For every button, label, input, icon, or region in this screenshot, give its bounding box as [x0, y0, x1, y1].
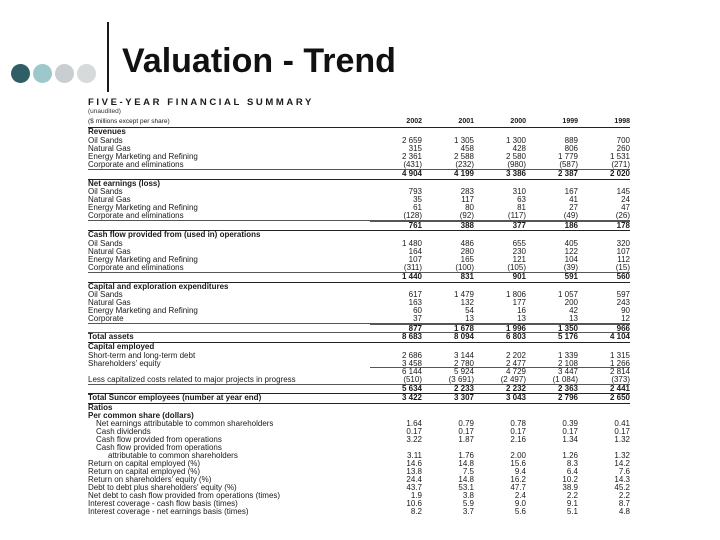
- row-label: Corporate and eliminations: [88, 212, 184, 220]
- row-value: 1 480: [401, 238, 422, 248]
- row-value: 63: [517, 195, 526, 204]
- row-label: Interest coverage - cash flow basis (times): [88, 500, 238, 508]
- row-value: 117: [461, 195, 474, 204]
- row-value: 177: [512, 298, 526, 307]
- row-value: 2 686: [401, 350, 422, 360]
- row-value: 6.4: [566, 467, 578, 476]
- row-value: 243: [616, 298, 630, 307]
- row-value: 4 104: [609, 332, 630, 341]
- row-label: Oil Sands: [88, 136, 123, 145]
- row-value: 178: [578, 221, 630, 230]
- row-value: (100): [455, 262, 474, 272]
- row-value: 2.2: [566, 491, 578, 500]
- row-value: 1.32: [614, 451, 630, 460]
- row-value: 13.8: [406, 467, 422, 476]
- row-value: (15): [615, 262, 630, 272]
- row-value: 3 307: [453, 392, 474, 402]
- row-value: 132: [460, 298, 474, 307]
- row-value: 2 441: [578, 384, 630, 393]
- row-value: 10.6: [406, 499, 422, 508]
- row-value: 3 422: [401, 392, 422, 402]
- row-value: 1 678: [422, 324, 474, 333]
- row-value: 122: [564, 246, 578, 256]
- table-row: [88, 264, 630, 272]
- row-value: 1 339: [557, 350, 578, 360]
- row-value: 486: [460, 238, 474, 248]
- row-value: 107: [616, 246, 630, 256]
- row-label: Oil Sands: [88, 291, 123, 299]
- financial-summary-document: [88, 97, 630, 537]
- row-value: 2.00: [510, 451, 526, 460]
- dot-teal: [33, 64, 52, 83]
- row-value: (128): [403, 211, 422, 220]
- row-value: 47: [621, 203, 630, 212]
- row-value: (431): [403, 159, 422, 169]
- row-label: Total assets: [88, 333, 134, 341]
- row-value: 3 458: [401, 358, 422, 368]
- row-value: 16: [517, 306, 526, 315]
- row-value: 6 144: [370, 367, 422, 376]
- row-value: 24.4: [406, 475, 422, 484]
- row-value: 41: [569, 195, 578, 204]
- row-label: attributable to common shareholders: [108, 452, 238, 460]
- row-value: 310: [512, 187, 526, 196]
- section-heading-cash-flow: Cash flow provided from (used in) operations: [88, 230, 630, 240]
- row-value: 13: [517, 314, 526, 323]
- per-share-rows: [88, 420, 630, 460]
- row-value: 42: [569, 306, 578, 315]
- row-value: 81: [517, 203, 526, 212]
- row-value: 315: [408, 143, 422, 153]
- row-value: 280: [460, 246, 474, 256]
- row-value: 53.1: [458, 483, 474, 492]
- year-header-row: [88, 115, 630, 126]
- row-value: (980): [507, 159, 526, 169]
- table-row: [88, 299, 630, 307]
- row-value: 458: [460, 143, 474, 153]
- row-value: 230: [512, 246, 526, 256]
- table-row: [88, 153, 630, 161]
- row-value: 2 232: [474, 384, 526, 393]
- row-value: 560: [578, 272, 630, 281]
- row-value: 806: [564, 143, 578, 153]
- table-row: [88, 307, 630, 315]
- table-row: [88, 484, 630, 492]
- row-value: 831: [422, 272, 474, 281]
- table-row: [88, 161, 630, 169]
- row-label: Corporate and eliminations: [88, 160, 184, 169]
- row-label: Return on capital employed (%): [88, 468, 201, 476]
- row-value: (373): [611, 374, 630, 384]
- row-value: 0.17: [510, 427, 526, 436]
- row-value: 2 580: [505, 151, 526, 161]
- row-value: 3 447: [526, 367, 578, 376]
- row-value: 0.79: [458, 419, 474, 428]
- row-value: 1 350: [526, 324, 578, 333]
- row-value: 2 361: [401, 151, 422, 161]
- row-value: 4 904: [370, 169, 422, 178]
- row-value: 13: [465, 314, 474, 323]
- row-value: 4 199: [422, 169, 474, 178]
- row-value: 1 440: [370, 272, 422, 281]
- row-value: 877: [370, 324, 422, 333]
- row-value: 1 315: [609, 350, 630, 360]
- row-value: 38.9: [562, 483, 578, 492]
- row-value: 10.2: [562, 475, 578, 484]
- row-value: 16.2: [510, 475, 526, 484]
- row-value: 27: [569, 203, 578, 212]
- row-value: 283: [460, 187, 474, 196]
- cash-flow-rows: [88, 240, 630, 281]
- row-value: 8.2: [410, 507, 422, 516]
- row-value: 761: [370, 221, 422, 230]
- row-label: Total Suncor employees (number at year end): [88, 393, 262, 402]
- row-value: 2 477: [505, 358, 526, 368]
- row-value: 0.39: [562, 419, 578, 428]
- row-value: 45.2: [614, 483, 630, 492]
- row-value: 2.2: [618, 491, 630, 500]
- table-row: [88, 291, 630, 299]
- row-value: 901: [474, 272, 526, 281]
- row-value: 2 202: [505, 350, 526, 360]
- row-value: 1 806: [505, 290, 526, 299]
- row-value: 14.6: [406, 459, 422, 468]
- row-value: 2.16: [510, 435, 526, 444]
- row-value: 2 780: [453, 358, 474, 368]
- row-label: Natural Gas: [88, 247, 131, 256]
- per-share-heading: Per common share (dollars): [88, 411, 194, 420]
- table-row: [88, 508, 630, 516]
- section-heading-ratios: Ratios: [88, 403, 630, 413]
- row-value: 7.6: [618, 467, 630, 476]
- row-value: 428: [512, 143, 526, 153]
- row-value: 1 057: [557, 290, 578, 299]
- row-value: 8 683: [401, 332, 422, 341]
- table-row: [88, 204, 630, 212]
- row-value: 1 305: [453, 135, 474, 145]
- table-row: [88, 384, 630, 393]
- row-value: (39): [563, 262, 578, 272]
- units-note: ($ millions except per share): [88, 118, 170, 125]
- row-label: Natural Gas: [88, 299, 131, 307]
- row-value: 3 043: [505, 392, 526, 402]
- table-row: [88, 188, 630, 196]
- row-value: 9.1: [566, 499, 578, 508]
- row-value: 1.64: [406, 419, 422, 428]
- row-value: 2 020: [578, 169, 630, 178]
- row-label: Less capitalized costs related to major projects in progress: [88, 375, 296, 384]
- row-value: 2 108: [557, 358, 578, 368]
- row-value: 2.4: [514, 491, 526, 500]
- row-value: (510): [403, 374, 422, 384]
- row-value: 37: [413, 314, 422, 323]
- table-row: [88, 323, 630, 332]
- row-label: Interest coverage - net earnings basis (times): [88, 508, 249, 516]
- slide-title: Valuation - Trend: [122, 42, 396, 80]
- row-value: 7.5: [462, 467, 474, 476]
- row-label: Return on capital employed (%): [88, 460, 201, 468]
- row-value: 60: [413, 306, 422, 315]
- table-row: [88, 393, 630, 402]
- section-heading-net-earnings: Net earnings (loss): [88, 179, 630, 189]
- section-heading-revenues: Revenues: [88, 127, 630, 137]
- year-header: 2001: [458, 118, 474, 125]
- row-label: Net debt to cash flow provided from operations (times): [88, 492, 281, 500]
- row-value: 112: [617, 254, 630, 264]
- row-value: 14.8: [458, 475, 474, 484]
- row-label: Cash flow provided from operations: [96, 444, 222, 452]
- row-value: 61: [413, 203, 422, 212]
- row-value: 4 729: [474, 367, 526, 376]
- capital-employed-rows: [88, 352, 630, 393]
- table-row: [88, 452, 630, 460]
- row-value: 8.3: [566, 459, 578, 468]
- net-earnings-rows: [88, 188, 630, 229]
- row-label: Debt to debt plus shareholders' equity (%): [88, 484, 237, 492]
- row-value: (271): [611, 159, 630, 169]
- row-label: Natural Gas: [88, 144, 131, 153]
- table-row: [88, 315, 630, 323]
- summary-subtitle: (unaudited): [88, 108, 121, 115]
- year-header: 1999: [562, 118, 578, 125]
- summary-title: FIVE-YEAR FINANCIAL SUMMARY: [88, 97, 314, 108]
- row-value: 1 300: [505, 135, 526, 145]
- table-row: [88, 500, 630, 508]
- row-value: 3.8: [462, 491, 474, 500]
- row-value: 15.6: [510, 459, 526, 468]
- row-value: 167: [564, 187, 578, 196]
- row-value: 186: [526, 221, 578, 230]
- row-value: 0.17: [614, 427, 630, 436]
- row-value: 8 094: [453, 332, 474, 341]
- table-row: [88, 248, 630, 256]
- row-value: 591: [526, 272, 578, 281]
- capex-rows: [88, 291, 630, 332]
- row-value: 388: [422, 221, 474, 230]
- row-value: 3.22: [406, 435, 422, 444]
- row-label: Corporate and eliminations: [88, 263, 184, 272]
- row-value: 14.2: [614, 459, 630, 468]
- table-row: [88, 256, 630, 264]
- row-value: 793: [408, 187, 422, 196]
- row-value: 1.26: [562, 451, 578, 460]
- row-value: (587): [559, 159, 578, 169]
- section-heading-capex: Capital and exploration expenditures: [88, 282, 630, 292]
- total-assets-container: [88, 332, 630, 341]
- row-value: (105): [507, 262, 526, 272]
- row-label: Short-term and long-term debt: [88, 351, 196, 360]
- row-value: 163: [408, 298, 422, 307]
- decorative-dots: [11, 64, 95, 84]
- year-header: 2000: [510, 118, 526, 125]
- row-value: 107: [408, 254, 422, 264]
- dot-light-1: [55, 64, 74, 83]
- row-value: 405: [564, 238, 578, 248]
- row-value: 3.7: [462, 507, 474, 516]
- row-label: Cash dividends: [96, 428, 151, 436]
- row-value: 24: [621, 195, 630, 204]
- row-label: Energy Marketing and Refining: [88, 255, 198, 264]
- table-row: [88, 460, 630, 468]
- table-row: [88, 352, 630, 360]
- row-value: (49): [563, 211, 578, 220]
- row-value: 2 659: [401, 135, 422, 145]
- row-value: 47.7: [510, 483, 526, 492]
- row-value: 9.0: [514, 499, 526, 508]
- dot-light-2: [77, 64, 96, 83]
- row-value: 12: [621, 314, 630, 323]
- row-value: 43.7: [406, 483, 422, 492]
- table-row: [88, 196, 630, 204]
- row-value: 3 144: [453, 350, 474, 360]
- row-value: 1 779: [557, 151, 578, 161]
- row-value: 165: [460, 254, 474, 264]
- row-value: (117): [507, 211, 526, 220]
- row-value: 0.78: [510, 419, 526, 428]
- row-label: Oil Sands: [88, 239, 123, 248]
- table-row: [88, 137, 630, 145]
- row-value: 1.76: [458, 451, 474, 460]
- table-row: [88, 492, 630, 500]
- row-value: 5.9: [462, 499, 474, 508]
- row-value: 2 233: [422, 384, 474, 393]
- row-value: 2 650: [609, 392, 630, 402]
- table-row: [88, 272, 630, 281]
- row-value: 260: [616, 143, 630, 153]
- row-value: 655: [512, 238, 526, 248]
- row-value: 54: [465, 306, 474, 315]
- row-value: 5.1: [566, 507, 578, 516]
- row-value: 2 796: [557, 392, 578, 402]
- row-value: 104: [564, 254, 578, 264]
- row-value: 5 924: [422, 367, 474, 376]
- table-row: [88, 212, 630, 220]
- table-row: [88, 240, 630, 248]
- dot-dark: [11, 64, 30, 83]
- row-value: 2 387: [526, 169, 578, 178]
- year-header: 2002: [406, 118, 422, 125]
- row-label: Energy Marketing and Refining: [88, 204, 198, 212]
- row-label: Natural Gas: [88, 196, 131, 204]
- row-value: 200: [564, 298, 578, 307]
- table-row: [88, 436, 630, 444]
- row-value: 1.34: [562, 435, 578, 444]
- row-value: 90: [621, 306, 630, 315]
- table-row: [88, 444, 630, 452]
- table-row: [88, 169, 630, 178]
- row-value: 320: [616, 238, 630, 248]
- revenues-rows: [88, 137, 630, 178]
- row-value: 1 996: [474, 324, 526, 333]
- row-value: (311): [403, 262, 422, 272]
- table-row: [88, 145, 630, 153]
- table-row: [88, 220, 630, 229]
- row-value: (92): [459, 211, 474, 220]
- row-label: Net earnings attributable to common shareholders: [96, 420, 274, 428]
- row-value: 121: [512, 254, 526, 264]
- row-value: 1.87: [458, 435, 474, 444]
- table-row: [88, 368, 630, 376]
- row-value: 14.3: [614, 475, 630, 484]
- row-value: (26): [615, 211, 630, 220]
- row-label: Corporate: [88, 315, 124, 323]
- section-heading-capital-employed: Capital employed: [88, 342, 630, 352]
- row-value: 0.17: [562, 427, 578, 436]
- row-value: 9.4: [514, 467, 526, 476]
- row-label: Oil Sands: [88, 188, 123, 196]
- row-value: 1 266: [609, 358, 630, 368]
- employees-container: [88, 393, 630, 402]
- row-value: 2 588: [453, 151, 474, 161]
- row-value: 0.41: [614, 419, 630, 428]
- other-ratio-rows: [88, 460, 630, 516]
- row-value: 2 363: [526, 384, 578, 393]
- row-value: 1 531: [609, 151, 630, 161]
- row-value: (2 497): [500, 374, 526, 384]
- row-value: 597: [616, 290, 630, 299]
- table-row: [88, 332, 630, 341]
- row-value: 0.17: [458, 427, 474, 436]
- row-value: (1 084): [552, 374, 578, 384]
- row-value: 377: [474, 221, 526, 230]
- row-value: 6 803: [505, 332, 526, 341]
- row-value: 80: [465, 203, 474, 212]
- row-value: (3 691): [448, 374, 474, 384]
- row-label: Energy Marketing and Refining: [88, 152, 198, 161]
- row-label: Return on shareholders' equity (%): [88, 476, 212, 484]
- row-value: 5 634: [370, 384, 422, 393]
- table-row: [88, 476, 630, 484]
- row-value: 4.8: [618, 507, 630, 516]
- row-value: 5.6: [514, 507, 526, 516]
- row-label: Cash flow provided from operations: [96, 436, 222, 444]
- row-value: 1 479: [453, 290, 474, 299]
- table-row: [88, 468, 630, 476]
- row-value: 8.7: [618, 499, 630, 508]
- row-value: 0.17: [406, 427, 422, 436]
- table-row: [88, 428, 630, 436]
- row-value: 889: [564, 135, 578, 145]
- row-value: 145: [616, 187, 630, 196]
- row-value: 617: [408, 290, 422, 299]
- row-value: 13: [569, 314, 578, 323]
- row-value: 1.32: [614, 435, 630, 444]
- row-value: 5 176: [557, 332, 578, 341]
- row-label: Energy Marketing and Refining: [88, 307, 198, 315]
- row-value: 2 814: [578, 367, 630, 376]
- row-value: (232): [455, 159, 474, 169]
- row-value: 35: [413, 195, 422, 204]
- row-value: 164: [408, 246, 422, 256]
- table-row: [88, 376, 630, 384]
- row-value: 1.9: [410, 491, 422, 500]
- row-value: 966: [578, 324, 630, 333]
- table-row: [88, 420, 630, 428]
- row-value: 3 386: [474, 169, 526, 178]
- year-header: 1998: [614, 118, 630, 125]
- title-divider: [107, 22, 109, 92]
- row-value: 14.8: [458, 459, 474, 468]
- row-value: 700: [616, 135, 630, 145]
- row-label: Shareholders' equity: [88, 359, 161, 368]
- row-value: 3.11: [407, 451, 422, 460]
